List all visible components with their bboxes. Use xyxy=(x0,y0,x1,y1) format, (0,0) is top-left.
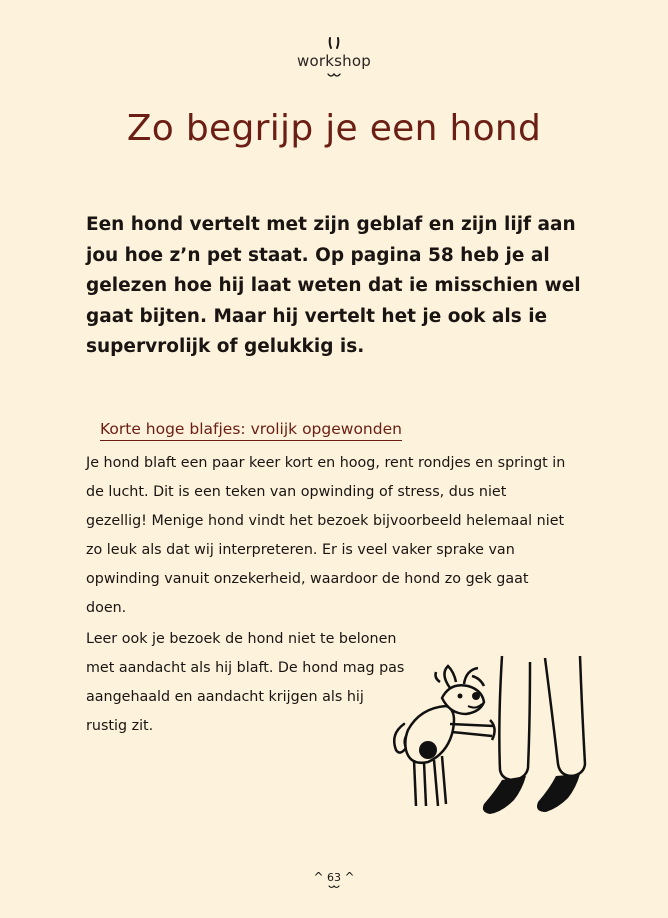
header xyxy=(0,36,668,80)
bunny-ears-icon xyxy=(325,36,343,50)
intro-paragraph: Een hond vertelt met zijn geblaf en zijn lijf aan jou hoe z’n pet staat. Op pagina 58 heb je al gelezen hoe hij laat weten dat ie misschien wel gaat bijten. Maar hij vertelt het je ook als ie supervrolijk of gelukkig is. xyxy=(86,214,581,357)
caret-left-icon: ^ xyxy=(313,870,324,884)
jumping-dog-illustration xyxy=(380,652,600,822)
section-heading: Korte hoge blafjes: vrolijk opgewonden xyxy=(100,420,402,441)
caret-right-icon: ^ xyxy=(344,870,355,884)
body-paragraph-2: Leer ook je bezoek de hond niet te belonen met aandacht als hij blaft. De hond mag pas aangehaald en aandacht krijgen als hij rustig zit. xyxy=(86,631,405,734)
page-title: Zo begrijp je een hond xyxy=(126,108,542,149)
bunny-mouth-small-icon xyxy=(327,884,341,891)
bunny-mouth-icon xyxy=(326,72,342,80)
section-label: workshop xyxy=(297,52,371,70)
page-number-value: 63 xyxy=(327,871,341,884)
body-paragraph: Je hond blaft een paar keer kort en hoog, rent rondjes en springt in de lucht. Dit is een teken van opwinding of stress, dus niet gezellig! Menige hond vindt het bezoek bijvoorbeeld helemaal niet zo leuk als dat wij interpreteren. Er is veel vaker sprake van opwinding vanuit onzekerheid, waardoor de hond zo gek gaat doen. xyxy=(86,455,566,616)
page-number xyxy=(0,870,668,891)
